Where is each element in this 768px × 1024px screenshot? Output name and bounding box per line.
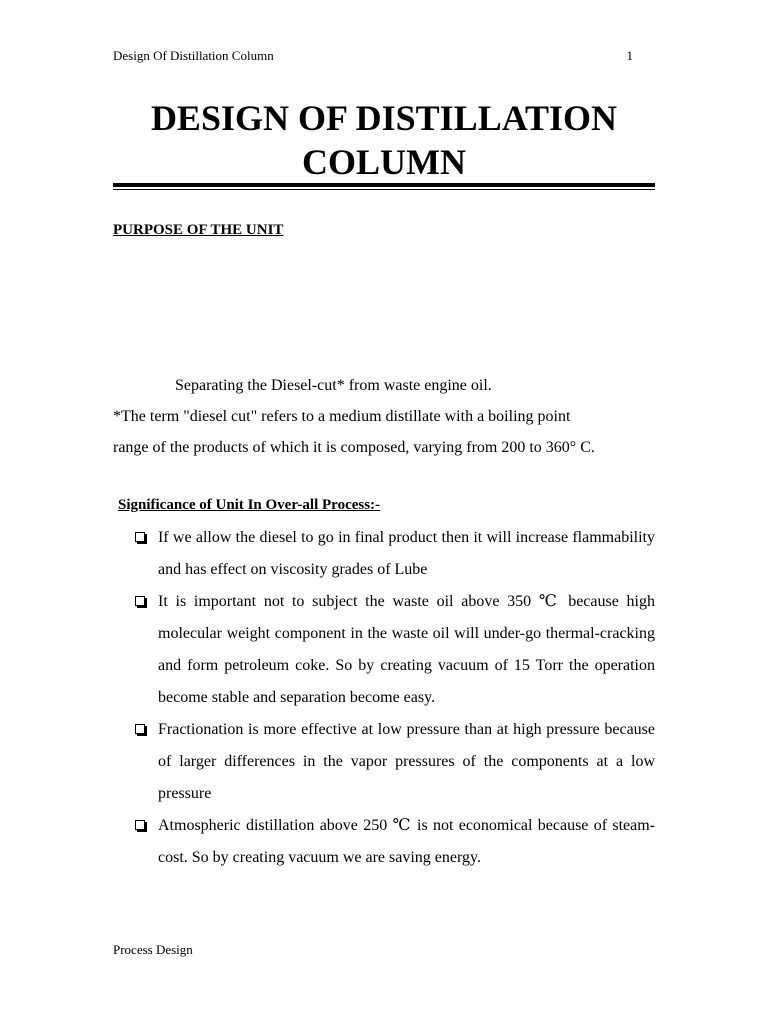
checkbox-bullet-icon [135, 724, 145, 734]
list-item [133, 714, 655, 810]
title-line-2: COLUMN [302, 142, 466, 182]
document-title [113, 96, 655, 184]
purpose-line-1: Separating the Diesel-cut* from waste engine oil. [175, 377, 492, 394]
purpose-heading: PURPOSE OF THE UNIT [113, 222, 284, 238]
list-item-text: It is important not to subject the waste oil above 350 ℃ because high molecular weight component in the waste oil will under-go thermal-cracking and form petroleum coke. So by creating vacuum of 15 Torr the operation become stable and separation become easy. [158, 593, 655, 706]
purpose-line-2: *The term "diesel cut" refers to a medium distillate with a boiling point [113, 408, 571, 425]
checkbox-bullet-icon [135, 596, 145, 606]
page-number: 1 [626, 48, 633, 63]
title-line-1: DESIGN OF DISTILLATION [150, 98, 618, 138]
list-item [133, 522, 655, 586]
title-divider-thick [113, 183, 655, 187]
purpose-paragraph [113, 370, 658, 463]
significance-heading: Significance of Unit In Over-all Process:- [118, 497, 381, 513]
running-header [113, 48, 633, 64]
list-item-text: If we allow the diesel to go in final product then it will increase flammability and has effect on viscosity grades of Lube [158, 529, 655, 578]
list-item-text: Atmospheric distillation above 250 ℃ is not economical because of steam-cost. So by creating vacuum we are saving energy. [158, 817, 655, 866]
running-title: Design Of Distillation Column [113, 48, 274, 63]
list-item [133, 586, 655, 714]
list-item [133, 810, 655, 874]
list-item-text: Fractionation is more effective at low pressure than at high pressure because of larger differences in the vapor pressures of the components at a low pressure [158, 721, 655, 802]
checkbox-bullet-icon [135, 532, 145, 542]
checkbox-bullet-icon [135, 820, 145, 830]
title-divider-thin [113, 189, 655, 190]
significance-list [133, 522, 655, 874]
running-footer: Process Design [113, 942, 193, 957]
purpose-line-3: range of the products of which it is composed, varying from 200 to 360° C. [113, 439, 595, 456]
title-divider [113, 183, 655, 190]
